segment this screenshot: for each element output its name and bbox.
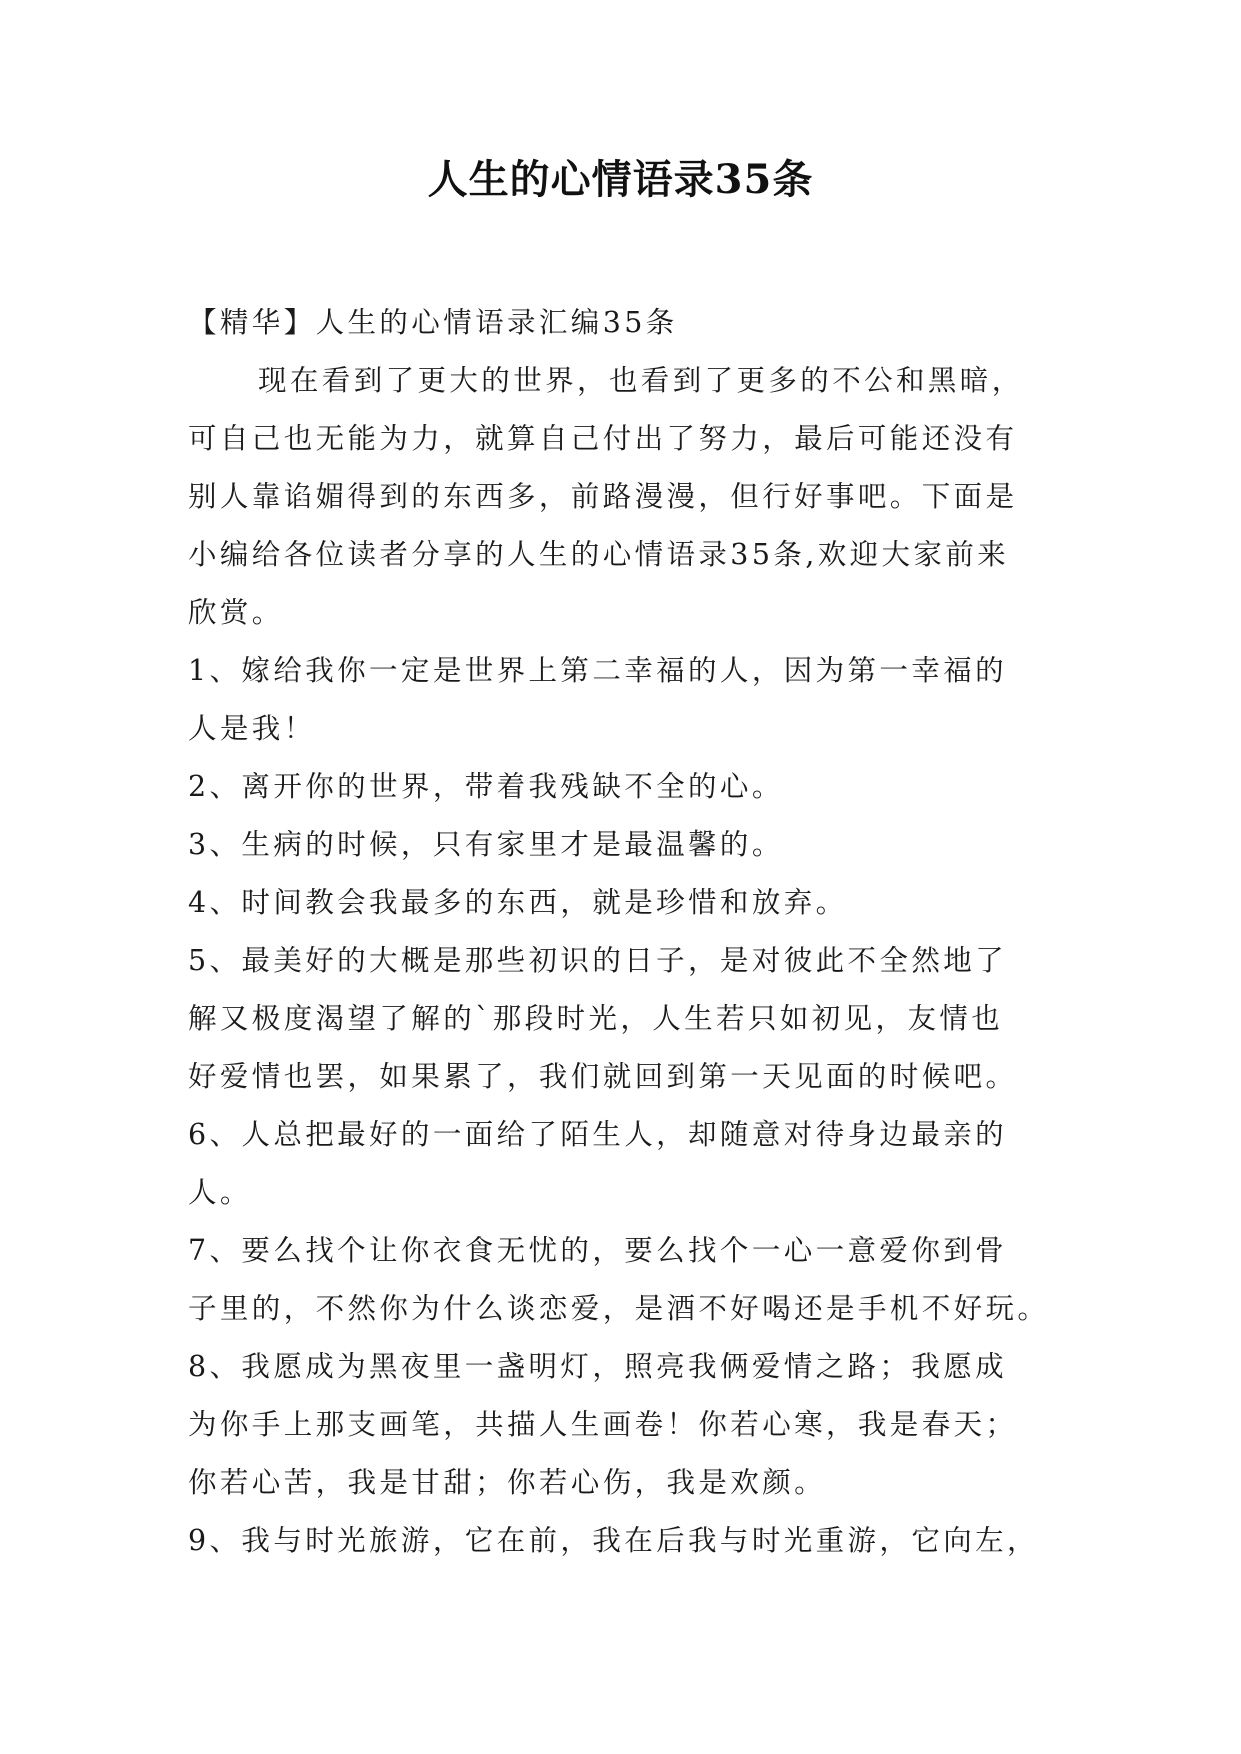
text-line: 7、要么找个让你衣食无忧的，要么找个一心一意爱你到骨 bbox=[188, 1234, 1008, 1267]
text-line: 5、最美好的大概是那些初识的日子，是对彼此不全然地了 bbox=[188, 944, 1008, 977]
text-line: 人。 bbox=[188, 1176, 252, 1209]
text-line: 欣赏。 bbox=[188, 596, 284, 629]
text-line: 解又极度渴望了解的`那段时光，人生若只如初见，友情也 bbox=[188, 1002, 1004, 1035]
text-line: 2、离开你的世界，带着我残缺不全的心。 bbox=[188, 770, 784, 803]
text-line: 现在看到了更大的世界，也看到了更多的不公和黑暗， bbox=[258, 364, 1024, 397]
text-line: 好爱情也罢，如果累了，我们就回到第一天见面的时候吧。 bbox=[188, 1060, 1018, 1093]
text-line: 可自己也无能为力，就算自己付出了努力，最后可能还没有 bbox=[188, 422, 1018, 455]
text-line: 1、嫁给我你一定是世界上第二幸福的人，因为第一幸福的 bbox=[188, 654, 1008, 687]
text-line: 人是我！ bbox=[188, 712, 316, 745]
text-line: 3、生病的时候，只有家里才是最温馨的。 bbox=[188, 828, 784, 861]
text-line: 8、我愿成为黑夜里一盏明灯，照亮我俩爱情之路；我愿成 bbox=[188, 1350, 1008, 1383]
text-line: 【精华】人生的心情语录汇编35条 bbox=[188, 306, 678, 339]
text-line: 你若心苦，我是甘甜；你若心伤，我是欢颜。 bbox=[188, 1466, 827, 1499]
text-line: 小编给各位读者分享的人生的心情语录35条,欢迎大家前来 bbox=[188, 538, 1010, 571]
text-line: 9、我与时光旅游，它在前，我在后我与时光重游，它向左， bbox=[188, 1524, 1039, 1557]
text-line: 别人靠谄媚得到的东西多，前路漫漫，但行好事吧。下面是 bbox=[188, 480, 1018, 513]
text-line: 为你手上那支画笔，共描人生画卷！你若心寒，我是春天； bbox=[188, 1408, 1018, 1441]
text-line: 6、人总把最好的一面给了陌生人，却随意对待身边最亲的 bbox=[188, 1118, 1008, 1151]
text-line: 4、时间教会我最多的东西，就是珍惜和放弃。 bbox=[188, 886, 848, 919]
document-body bbox=[188, 294, 1058, 1570]
text-line: 子里的，不然你为什么谈恋爱，是酒不好喝还是手机不好玩。 bbox=[188, 1292, 1050, 1325]
document-title: 人生的心情语录35条 bbox=[427, 156, 814, 203]
